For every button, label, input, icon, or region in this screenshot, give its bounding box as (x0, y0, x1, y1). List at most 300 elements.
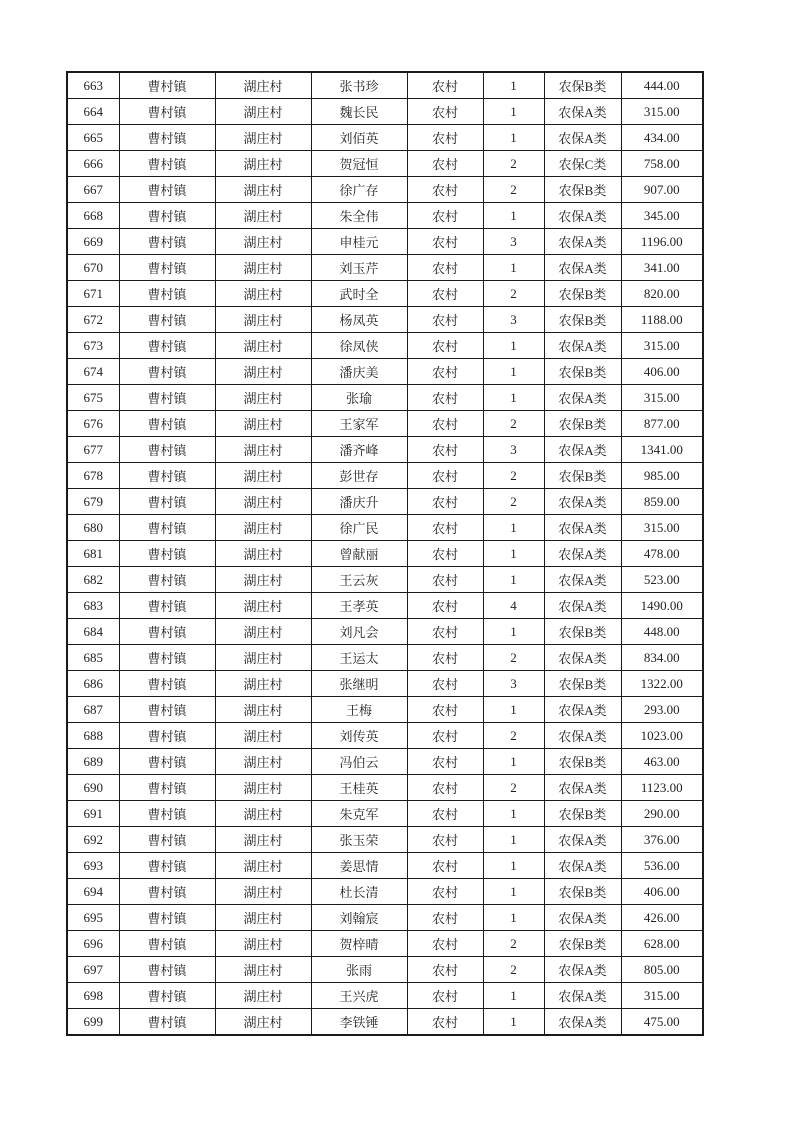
table-row (67, 697, 703, 723)
cell-count: 2 (483, 723, 544, 749)
cell-category: 农保A类 (544, 515, 621, 541)
cell-name: 李铁锤 (311, 1009, 407, 1036)
cell-town: 曹村镇 (119, 1009, 215, 1036)
cell-town: 曹村镇 (119, 411, 215, 437)
cell-town: 曹村镇 (119, 827, 215, 853)
cell-count: 1 (483, 853, 544, 879)
cell-amount: 444.00 (621, 72, 703, 99)
cell-amount: 834.00 (621, 645, 703, 671)
cell-amount: 1123.00 (621, 775, 703, 801)
cell-category: 农保B类 (544, 801, 621, 827)
table-row (67, 385, 703, 411)
cell-category: 农保A类 (544, 957, 621, 983)
cell-count: 3 (483, 307, 544, 333)
table-row (67, 177, 703, 203)
cell-count: 2 (483, 489, 544, 515)
table-row (67, 463, 703, 489)
cell-amount: 315.00 (621, 515, 703, 541)
cell-town: 曹村镇 (119, 125, 215, 151)
cell-seq: 688 (67, 723, 119, 749)
cell-seq: 687 (67, 697, 119, 723)
cell-town: 曹村镇 (119, 723, 215, 749)
cell-name: 潘齐峰 (311, 437, 407, 463)
cell-category: 农保B类 (544, 463, 621, 489)
cell-town: 曹村镇 (119, 489, 215, 515)
cell-village: 湖庄村 (215, 853, 311, 879)
cell-seq: 695 (67, 905, 119, 931)
cell-seq: 671 (67, 281, 119, 307)
cell-residence: 农村 (407, 255, 483, 281)
cell-name: 潘庆美 (311, 359, 407, 385)
cell-name: 刘翰宸 (311, 905, 407, 931)
table-row (67, 99, 703, 125)
cell-residence: 农村 (407, 957, 483, 983)
cell-village: 湖庄村 (215, 229, 311, 255)
cell-seq: 675 (67, 385, 119, 411)
cell-amount: 341.00 (621, 255, 703, 281)
cell-amount: 406.00 (621, 879, 703, 905)
table-row (67, 281, 703, 307)
cell-residence: 农村 (407, 827, 483, 853)
cell-seq: 686 (67, 671, 119, 697)
cell-seq: 677 (67, 437, 119, 463)
cell-name: 张玉荣 (311, 827, 407, 853)
cell-village: 湖庄村 (215, 957, 311, 983)
cell-amount: 434.00 (621, 125, 703, 151)
cell-town: 曹村镇 (119, 801, 215, 827)
cell-village: 湖庄村 (215, 619, 311, 645)
cell-village: 湖庄村 (215, 177, 311, 203)
cell-name: 王运太 (311, 645, 407, 671)
cell-category: 农保B类 (544, 931, 621, 957)
table-row (67, 151, 703, 177)
cell-town: 曹村镇 (119, 151, 215, 177)
table-row (67, 359, 703, 385)
cell-village: 湖庄村 (215, 983, 311, 1009)
cell-name: 张瑜 (311, 385, 407, 411)
cell-town: 曹村镇 (119, 177, 215, 203)
cell-count: 1 (483, 125, 544, 151)
cell-category: 农保A类 (544, 255, 621, 281)
cell-village: 湖庄村 (215, 99, 311, 125)
cell-count: 1 (483, 983, 544, 1009)
cell-count: 2 (483, 411, 544, 437)
cell-residence: 农村 (407, 697, 483, 723)
cell-name: 徐广存 (311, 177, 407, 203)
table-row (67, 645, 703, 671)
cell-name: 张继明 (311, 671, 407, 697)
cell-count: 2 (483, 645, 544, 671)
cell-village: 湖庄村 (215, 255, 311, 281)
cell-seq: 674 (67, 359, 119, 385)
cell-count: 2 (483, 177, 544, 203)
cell-town: 曹村镇 (119, 437, 215, 463)
cell-name: 张书珍 (311, 72, 407, 99)
cell-residence: 农村 (407, 879, 483, 905)
cell-residence: 农村 (407, 203, 483, 229)
cell-residence: 农村 (407, 177, 483, 203)
cell-name: 朱克军 (311, 801, 407, 827)
cell-seq: 673 (67, 333, 119, 359)
cell-name: 彭世存 (311, 463, 407, 489)
cell-name: 刘传英 (311, 723, 407, 749)
cell-residence: 农村 (407, 567, 483, 593)
cell-amount: 1322.00 (621, 671, 703, 697)
cell-category: 农保B类 (544, 307, 621, 333)
cell-amount: 820.00 (621, 281, 703, 307)
cell-village: 湖庄村 (215, 671, 311, 697)
table-row (67, 229, 703, 255)
cell-town: 曹村镇 (119, 333, 215, 359)
cell-seq: 672 (67, 307, 119, 333)
cell-count: 1 (483, 749, 544, 775)
cell-amount: 985.00 (621, 463, 703, 489)
cell-amount: 1196.00 (621, 229, 703, 255)
cell-town: 曹村镇 (119, 229, 215, 255)
cell-town: 曹村镇 (119, 567, 215, 593)
cell-amount: 448.00 (621, 619, 703, 645)
cell-category: 农保A类 (544, 567, 621, 593)
cell-amount: 376.00 (621, 827, 703, 853)
cell-amount: 1341.00 (621, 437, 703, 463)
cell-name: 徐凤侠 (311, 333, 407, 359)
table-row (67, 411, 703, 437)
cell-village: 湖庄村 (215, 307, 311, 333)
cell-town: 曹村镇 (119, 72, 215, 99)
cell-seq: 691 (67, 801, 119, 827)
cell-category: 农保A类 (544, 645, 621, 671)
cell-count: 1 (483, 567, 544, 593)
cell-category: 农保B类 (544, 72, 621, 99)
table-row (67, 72, 703, 99)
cell-name: 潘庆升 (311, 489, 407, 515)
cell-town: 曹村镇 (119, 541, 215, 567)
cell-seq: 693 (67, 853, 119, 879)
cell-amount: 907.00 (621, 177, 703, 203)
cell-village: 湖庄村 (215, 333, 311, 359)
cell-amount: 426.00 (621, 905, 703, 931)
cell-town: 曹村镇 (119, 905, 215, 931)
cell-seq: 685 (67, 645, 119, 671)
cell-amount: 293.00 (621, 697, 703, 723)
cell-town: 曹村镇 (119, 307, 215, 333)
cell-count: 4 (483, 593, 544, 619)
cell-category: 农保B类 (544, 749, 621, 775)
cell-seq: 694 (67, 879, 119, 905)
cell-town: 曹村镇 (119, 359, 215, 385)
cell-amount: 406.00 (621, 359, 703, 385)
cell-village: 湖庄村 (215, 827, 311, 853)
cell-name: 贺冠恒 (311, 151, 407, 177)
cell-name: 杜长清 (311, 879, 407, 905)
cell-village: 湖庄村 (215, 749, 311, 775)
cell-count: 2 (483, 775, 544, 801)
table-row (67, 125, 703, 151)
cell-name: 魏长民 (311, 99, 407, 125)
table-row (67, 775, 703, 801)
table-row (67, 489, 703, 515)
cell-seq: 665 (67, 125, 119, 151)
benefits-table (66, 71, 704, 1036)
cell-count: 1 (483, 697, 544, 723)
cell-seq: 692 (67, 827, 119, 853)
table-row (67, 879, 703, 905)
cell-town: 曹村镇 (119, 463, 215, 489)
table-row (67, 671, 703, 697)
cell-amount: 628.00 (621, 931, 703, 957)
cell-amount: 463.00 (621, 749, 703, 775)
cell-residence: 农村 (407, 775, 483, 801)
cell-amount: 315.00 (621, 333, 703, 359)
table-row (67, 931, 703, 957)
cell-village: 湖庄村 (215, 567, 311, 593)
cell-amount: 523.00 (621, 567, 703, 593)
cell-name: 王云灰 (311, 567, 407, 593)
cell-count: 1 (483, 72, 544, 99)
cell-village: 湖庄村 (215, 879, 311, 905)
cell-count: 2 (483, 281, 544, 307)
cell-village: 湖庄村 (215, 931, 311, 957)
cell-village: 湖庄村 (215, 359, 311, 385)
cell-town: 曹村镇 (119, 255, 215, 281)
cell-count: 1 (483, 359, 544, 385)
cell-residence: 农村 (407, 853, 483, 879)
cell-amount: 290.00 (621, 801, 703, 827)
cell-amount: 315.00 (621, 385, 703, 411)
cell-seq: 664 (67, 99, 119, 125)
table-body (67, 72, 703, 1035)
cell-count: 2 (483, 463, 544, 489)
cell-village: 湖庄村 (215, 72, 311, 99)
cell-seq: 666 (67, 151, 119, 177)
table-row (67, 957, 703, 983)
cell-seq: 689 (67, 749, 119, 775)
cell-residence: 农村 (407, 905, 483, 931)
cell-seq: 690 (67, 775, 119, 801)
cell-village: 湖庄村 (215, 515, 311, 541)
cell-residence: 农村 (407, 359, 483, 385)
cell-residence: 农村 (407, 1009, 483, 1036)
cell-residence: 农村 (407, 671, 483, 697)
cell-name: 杨凤英 (311, 307, 407, 333)
cell-seq: 697 (67, 957, 119, 983)
cell-count: 1 (483, 801, 544, 827)
cell-name: 曾献丽 (311, 541, 407, 567)
cell-village: 湖庄村 (215, 775, 311, 801)
cell-count: 1 (483, 385, 544, 411)
cell-residence: 农村 (407, 437, 483, 463)
table-row (67, 437, 703, 463)
cell-amount: 1490.00 (621, 593, 703, 619)
cell-amount: 805.00 (621, 957, 703, 983)
cell-count: 3 (483, 671, 544, 697)
cell-name: 刘佰英 (311, 125, 407, 151)
cell-count: 1 (483, 1009, 544, 1036)
cell-count: 2 (483, 931, 544, 957)
cell-category: 农保A类 (544, 541, 621, 567)
cell-category: 农保B类 (544, 359, 621, 385)
cell-residence: 农村 (407, 125, 483, 151)
cell-residence: 农村 (407, 307, 483, 333)
cell-category: 农保A类 (544, 229, 621, 255)
cell-count: 1 (483, 99, 544, 125)
cell-village: 湖庄村 (215, 489, 311, 515)
cell-town: 曹村镇 (119, 931, 215, 957)
cell-town: 曹村镇 (119, 671, 215, 697)
cell-count: 1 (483, 515, 544, 541)
cell-category: 农保A类 (544, 385, 621, 411)
cell-category: 农保C类 (544, 151, 621, 177)
cell-village: 湖庄村 (215, 541, 311, 567)
table-row (67, 801, 703, 827)
cell-count: 1 (483, 333, 544, 359)
cell-name: 朱全伟 (311, 203, 407, 229)
cell-category: 农保A类 (544, 593, 621, 619)
cell-village: 湖庄村 (215, 281, 311, 307)
cell-residence: 农村 (407, 723, 483, 749)
cell-name: 贺梓晴 (311, 931, 407, 957)
table-row (67, 749, 703, 775)
cell-seq: 663 (67, 72, 119, 99)
cell-residence: 农村 (407, 333, 483, 359)
cell-town: 曹村镇 (119, 957, 215, 983)
cell-category: 农保A类 (544, 125, 621, 151)
cell-town: 曹村镇 (119, 385, 215, 411)
table-row (67, 307, 703, 333)
cell-category: 农保B类 (544, 671, 621, 697)
cell-amount: 478.00 (621, 541, 703, 567)
cell-category: 农保A类 (544, 437, 621, 463)
cell-residence: 农村 (407, 411, 483, 437)
cell-name: 武时全 (311, 281, 407, 307)
table-row (67, 567, 703, 593)
cell-town: 曹村镇 (119, 879, 215, 905)
cell-residence: 农村 (407, 385, 483, 411)
cell-seq: 681 (67, 541, 119, 567)
cell-village: 湖庄村 (215, 905, 311, 931)
cell-town: 曹村镇 (119, 593, 215, 619)
table-row (67, 541, 703, 567)
cell-residence: 农村 (407, 541, 483, 567)
cell-village: 湖庄村 (215, 645, 311, 671)
cell-seq: 670 (67, 255, 119, 281)
cell-residence: 农村 (407, 229, 483, 255)
cell-amount: 536.00 (621, 853, 703, 879)
cell-count: 1 (483, 255, 544, 281)
cell-count: 1 (483, 203, 544, 229)
cell-residence: 农村 (407, 72, 483, 99)
cell-village: 湖庄村 (215, 385, 311, 411)
cell-category: 农保A类 (544, 489, 621, 515)
table-row (67, 905, 703, 931)
table-row (67, 619, 703, 645)
cell-name: 王孝英 (311, 593, 407, 619)
cell-residence: 农村 (407, 645, 483, 671)
cell-category: 农保B类 (544, 411, 621, 437)
cell-name: 王桂英 (311, 775, 407, 801)
cell-category: 农保B类 (544, 619, 621, 645)
cell-town: 曹村镇 (119, 983, 215, 1009)
cell-amount: 877.00 (621, 411, 703, 437)
cell-town: 曹村镇 (119, 853, 215, 879)
cell-residence: 农村 (407, 749, 483, 775)
cell-category: 农保B类 (544, 177, 621, 203)
cell-count: 1 (483, 827, 544, 853)
cell-village: 湖庄村 (215, 593, 311, 619)
cell-seq: 679 (67, 489, 119, 515)
table-row (67, 853, 703, 879)
cell-amount: 859.00 (621, 489, 703, 515)
cell-village: 湖庄村 (215, 437, 311, 463)
cell-category: 农保A类 (544, 99, 621, 125)
cell-seq: 668 (67, 203, 119, 229)
cell-category: 农保A类 (544, 1009, 621, 1036)
table-row (67, 203, 703, 229)
cell-village: 湖庄村 (215, 463, 311, 489)
cell-town: 曹村镇 (119, 619, 215, 645)
cell-count: 3 (483, 229, 544, 255)
cell-seq: 698 (67, 983, 119, 1009)
cell-town: 曹村镇 (119, 749, 215, 775)
cell-town: 曹村镇 (119, 645, 215, 671)
cell-count: 1 (483, 541, 544, 567)
table-row (67, 255, 703, 281)
cell-seq: 683 (67, 593, 119, 619)
cell-village: 湖庄村 (215, 411, 311, 437)
table-row (67, 1009, 703, 1036)
table-row (67, 723, 703, 749)
cell-residence: 农村 (407, 463, 483, 489)
cell-town: 曹村镇 (119, 281, 215, 307)
cell-amount: 345.00 (621, 203, 703, 229)
cell-village: 湖庄村 (215, 697, 311, 723)
cell-residence: 农村 (407, 489, 483, 515)
cell-residence: 农村 (407, 931, 483, 957)
cell-count: 1 (483, 905, 544, 931)
cell-amount: 1188.00 (621, 307, 703, 333)
cell-category: 农保A类 (544, 853, 621, 879)
cell-amount: 315.00 (621, 99, 703, 125)
cell-seq: 684 (67, 619, 119, 645)
cell-category: 农保B类 (544, 281, 621, 307)
cell-count: 3 (483, 437, 544, 463)
cell-name: 王家军 (311, 411, 407, 437)
cell-residence: 农村 (407, 983, 483, 1009)
cell-seq: 669 (67, 229, 119, 255)
cell-name: 姜思情 (311, 853, 407, 879)
cell-name: 张雨 (311, 957, 407, 983)
cell-amount: 1023.00 (621, 723, 703, 749)
cell-village: 湖庄村 (215, 125, 311, 151)
cell-seq: 699 (67, 1009, 119, 1036)
cell-residence: 农村 (407, 151, 483, 177)
cell-name: 王兴虎 (311, 983, 407, 1009)
cell-amount: 758.00 (621, 151, 703, 177)
cell-category: 农保A类 (544, 723, 621, 749)
cell-village: 湖庄村 (215, 203, 311, 229)
cell-category: 农保A类 (544, 905, 621, 931)
cell-category: 农保A类 (544, 203, 621, 229)
cell-category: 农保B类 (544, 879, 621, 905)
table-row (67, 593, 703, 619)
cell-village: 湖庄村 (215, 723, 311, 749)
cell-residence: 农村 (407, 515, 483, 541)
cell-category: 农保A类 (544, 697, 621, 723)
cell-name: 刘玉芹 (311, 255, 407, 281)
cell-seq: 678 (67, 463, 119, 489)
cell-town: 曹村镇 (119, 203, 215, 229)
table-row (67, 515, 703, 541)
